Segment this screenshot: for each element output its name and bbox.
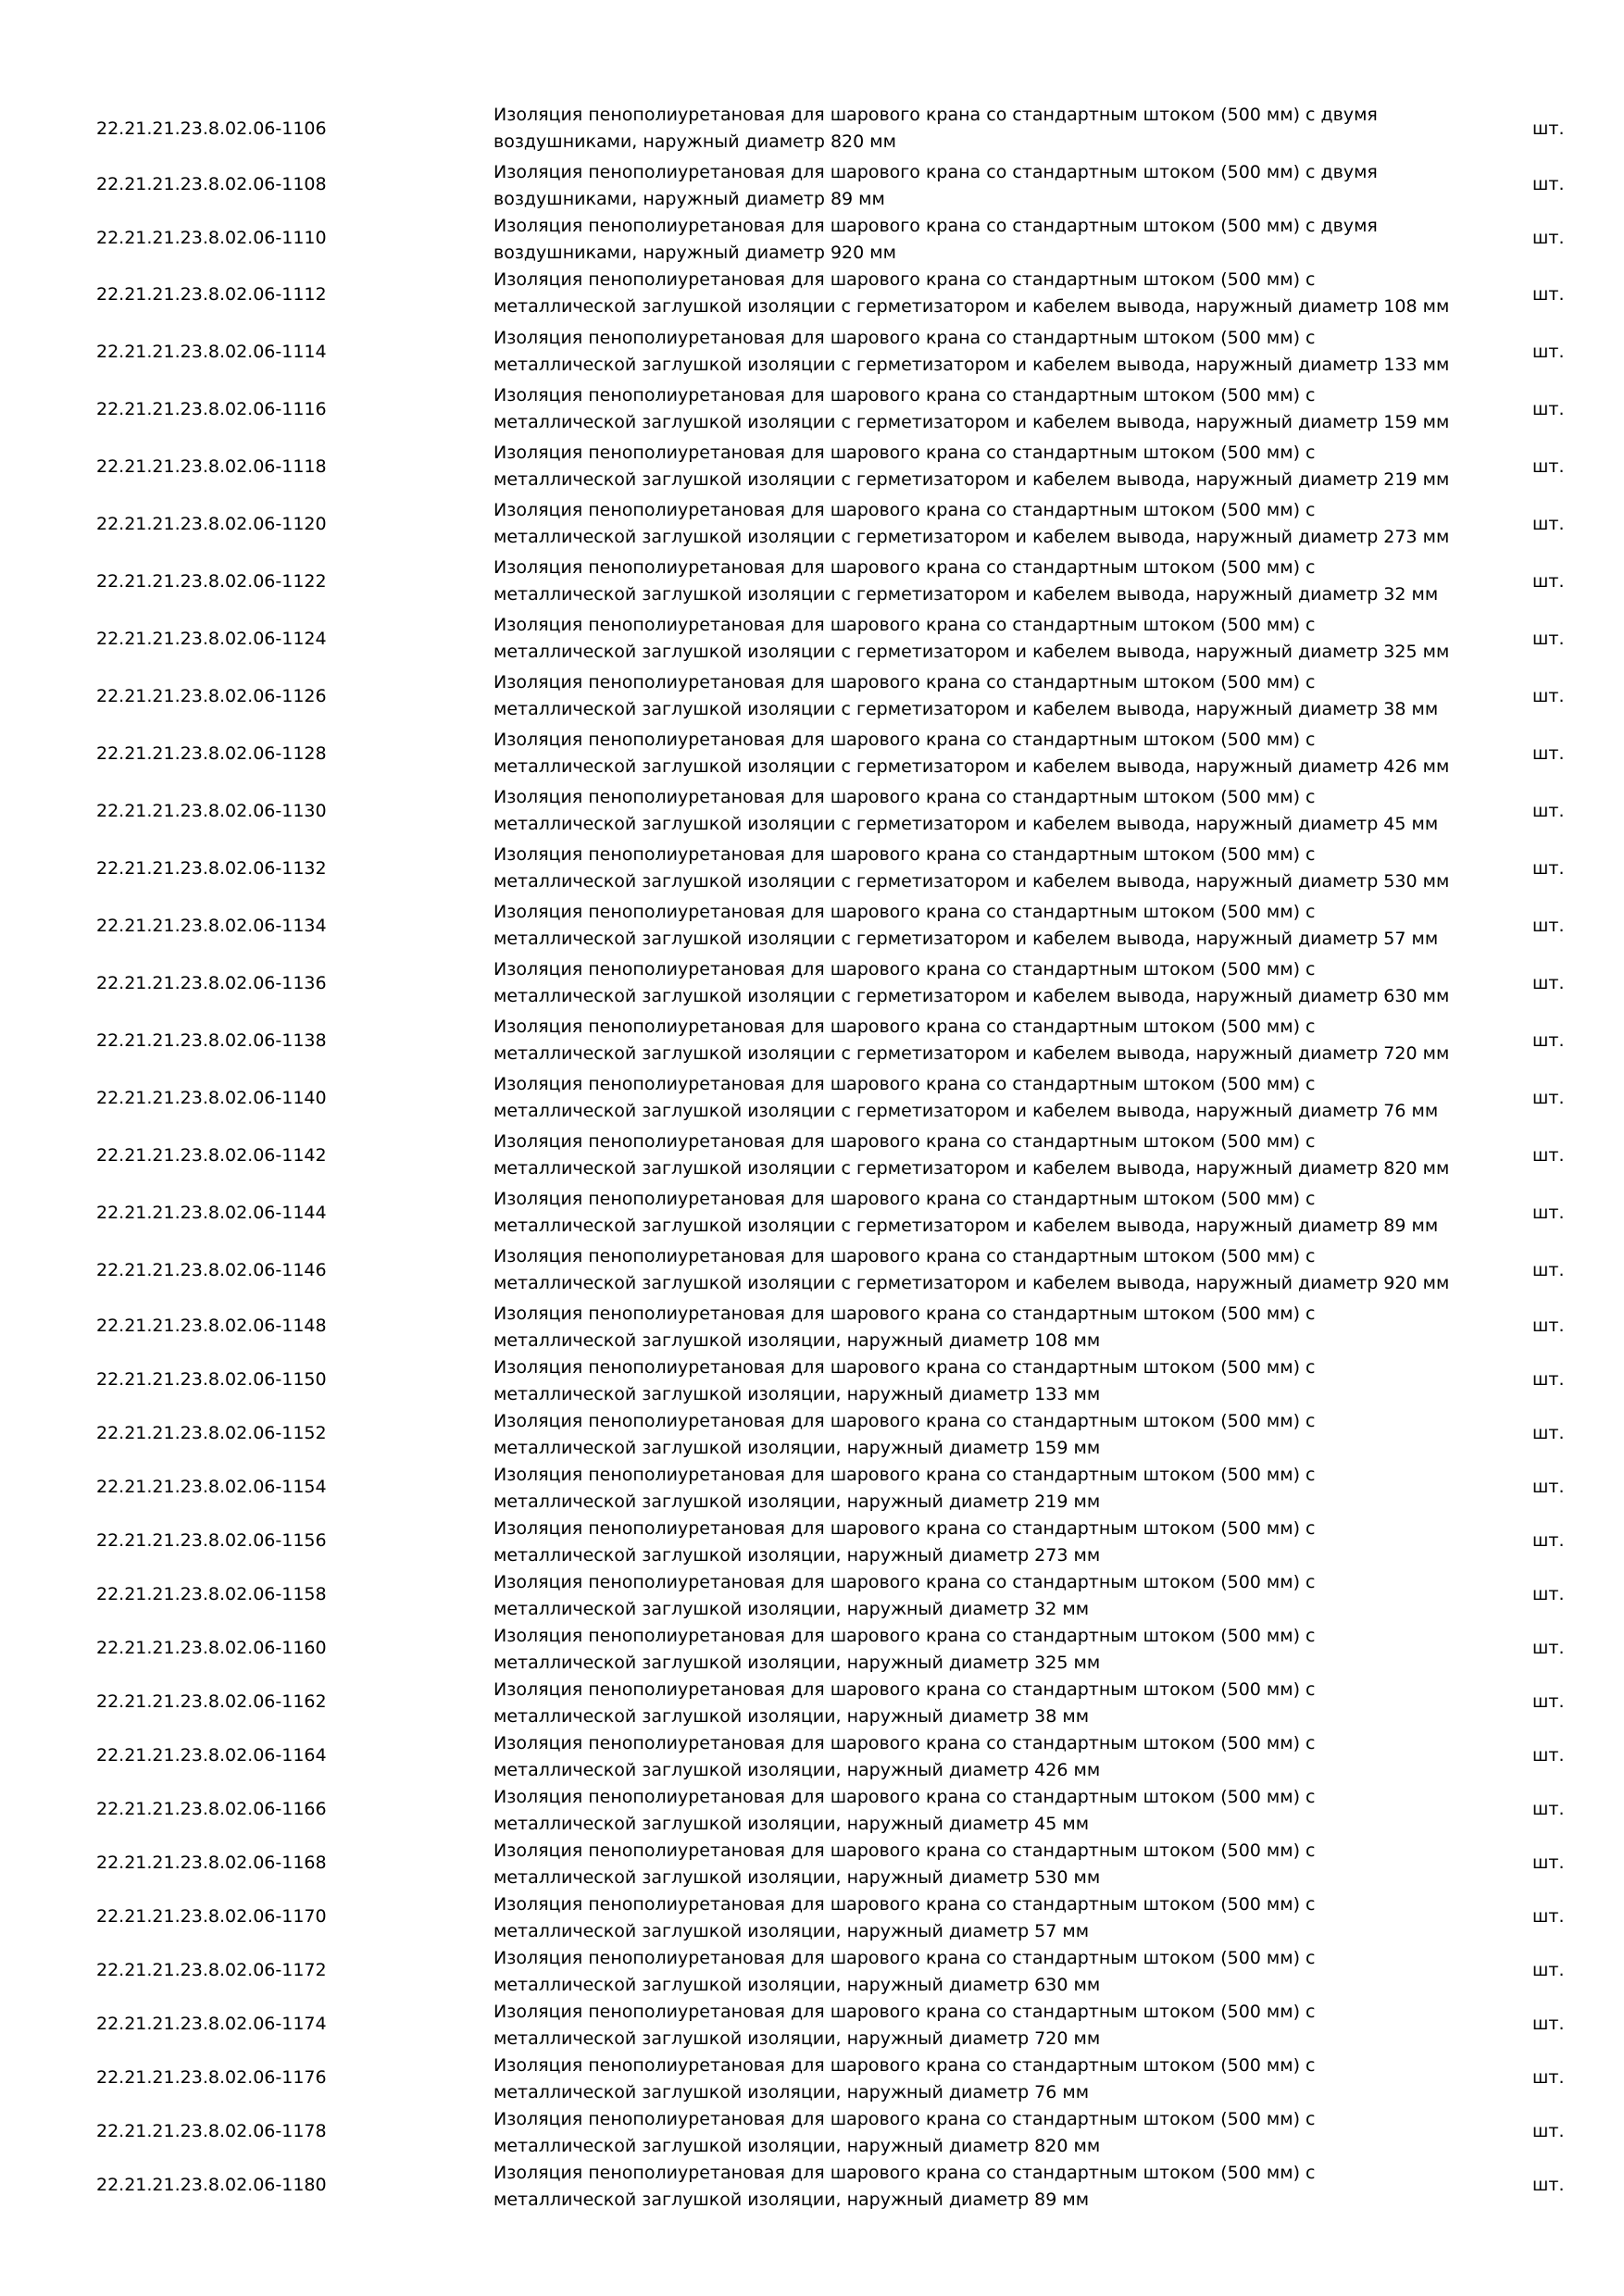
item-description-line-1: Изоляция пенополиуретановая для шарового крана со стандартным штоком (500 мм) с двумя [493,216,1378,236]
item-unit: шт. [1532,973,1565,993]
item-description-line-1: Изоляция пенополиуретановая для шарового крана со стандартным штоком (500 мм) с [493,2163,1316,2183]
item-description [493,1730,1475,1784]
item-description [493,1945,1475,1999]
item-unit: шт. [1532,1960,1565,1980]
item-code: 22.21.21.23.8.02.06-1114 [96,342,327,362]
table-row [0,211,1624,265]
item-unit: шт. [1532,1203,1565,1223]
item-description-line-1: Изоляция пенополиуретановая для шарового крана со стандартным штоком (500 мм) с [493,672,1316,693]
item-description [493,1408,1475,1462]
item-unit: шт. [1532,119,1565,139]
item-description-line-1: Изоляция пенополиуретановая для шарового крана со стандартным штоком (500 мм) с [493,328,1316,348]
table-row [0,725,1624,782]
item-description [493,1014,1475,1067]
item-description-line-1: Изоляция пенополиуретановая для шарового крана со стандартным штоком (500 мм) с [493,1246,1316,1267]
item-description [493,842,1475,895]
table-row [0,1184,1624,1242]
item-description-line-2: металлической заглушкой изоляции, наружный диаметр 108 мм [493,1330,1101,1351]
item-description-line-1: Изоляция пенополиуретановая для шарового крана со стандартным штоком (500 мм) с [493,1679,1316,1700]
item-description [493,612,1475,666]
item-unit: шт. [1532,916,1565,936]
item-description-line-2: металлической заглушкой изоляции с герметизатором и кабелем вывода, наружный диаметр 159 мм [493,412,1450,432]
item-code: 22.21.21.23.8.02.06-1154 [96,1477,327,1497]
item-description-line-1: Изоляция пенополиуретановая для шарового крана со стандартным штоком (500 мм) с [493,500,1316,520]
item-description-line-1: Изоляция пенополиуретановая для шарового крана со стандартным штоком (500 мм) с [493,557,1316,578]
item-unit: шт. [1532,1423,1565,1443]
table-row [0,1069,1624,1127]
table-row [0,1997,1624,2051]
table-row [0,1353,1624,1406]
item-description [493,899,1475,953]
item-description-line-2: металлической заглушкой изоляции с герметизатором и кабелем вывода, наружный диаметр 89 мм [493,1216,1439,1236]
table-row [0,1406,1624,1460]
item-description-line-2: металлической заглушкой изоляции с герметизатором и кабелем вывода, наружный диаметр 273 мм [493,527,1450,547]
item-code: 22.21.21.23.8.02.06-1146 [96,1260,327,1280]
item-description [493,1243,1475,1297]
item-description-line-2: металлической заглушкой изоляции с герметизатором и кабелем вывода, наружный диаметр 76 мм [493,1101,1439,1121]
item-code: 22.21.21.23.8.02.06-1108 [96,174,327,194]
item-unit: шт. [1532,1088,1565,1108]
item-description [493,159,1475,213]
item-description-line-1: Изоляция пенополиуретановая для шарового крана со стандартным штоком (500 мм) с [493,844,1316,865]
item-description-line-1: Изоляция пенополиуретановая для шарового крана со стандартным штоком (500 мм) с [493,1189,1316,1209]
item-description-line-2: металлической заглушкой изоляции, наружный диаметр 89 мм [493,2190,1090,2210]
item-description [493,1999,1475,2053]
item-code: 22.21.21.23.8.02.06-1140 [96,1088,327,1108]
item-description [493,784,1475,838]
item-description-line-2: металлической заглушкой изоляции, наружный диаметр 325 мм [493,1653,1101,1673]
item-unit: шт. [1532,1369,1565,1390]
item-unit: шт. [1532,743,1565,764]
item-description [493,1301,1475,1354]
table-row [0,157,1624,211]
item-description [493,1891,1475,1945]
table-row [0,553,1624,610]
table-row [0,1621,1624,1675]
item-code: 22.21.21.23.8.02.06-1162 [96,1691,327,1712]
item-description [493,1186,1475,1240]
item-description-line-1: Изоляция пенополиуретановая для шарового крана со стандартным штоком (500 мм) с [493,1017,1316,1037]
item-description [493,1784,1475,1838]
item-description [493,2160,1475,2214]
item-description-line-1: Изоляция пенополиуретановая для шарового крана со стандартным штоком (500 мм) с [493,443,1316,463]
item-description-line-2: воздушниками, наружный диаметр 920 мм [493,243,896,263]
item-description [493,325,1475,379]
item-description-line-1: Изоляция пенополиуретановая для шарового крана со стандартным штоком (500 мм) с [493,787,1316,807]
item-description-line-2: металлической заглушкой изоляции с герметизатором и кабелем вывода, наружный диаметр 325 мм [493,642,1450,662]
item-code: 22.21.21.23.8.02.06-1138 [96,1030,327,1051]
item-code: 22.21.21.23.8.02.06-1112 [96,283,327,305]
table-row [0,1460,1624,1514]
item-description-line-2: металлической заглушкой изоляции, наружный диаметр 133 мм [493,1384,1101,1404]
item-description-line-2: воздушниками, наружный диаметр 820 мм [493,131,896,152]
item-code: 22.21.21.23.8.02.06-1156 [96,1530,327,1551]
table-row [0,897,1624,955]
item-description-line-1: Изоляция пенополиуретановая для шарового крана со стандартным штоком (500 мм) с [493,2109,1316,2129]
table-row [0,955,1624,1012]
item-unit: шт. [1532,456,1565,477]
item-code: 22.21.21.23.8.02.06-1166 [96,1799,327,1819]
item-description [493,2053,1475,2106]
table-row [0,100,1624,157]
item-unit: шт. [1532,1906,1565,1927]
item-description-line-2: металлической заглушкой изоляции с герметизатором и кабелем вывода, наружный диаметр 219 мм [493,469,1450,490]
item-description-line-1: Изоляция пенополиуретановая для шарового крана со стандартным штоком (500 мм) с [493,1411,1316,1431]
item-description-line-2: металлической заглушкой изоляции с герметизатором и кабелем вывода, наружный диаметр 920 мм [493,1273,1450,1293]
item-description [493,1129,1475,1182]
item-code: 22.21.21.23.8.02.06-1178 [96,2121,327,2141]
item-unit: шт. [1532,858,1565,879]
table-row [0,438,1624,495]
item-code: 22.21.21.23.8.02.06-1142 [96,1145,327,1166]
item-code: 22.21.21.23.8.02.06-1120 [96,514,327,534]
item-unit: шт. [1532,1638,1565,1658]
item-unit: шт. [1532,1799,1565,1819]
item-description [493,2106,1475,2160]
item-unit: шт. [1532,1853,1565,1873]
item-description-line-2: металлической заглушкой изоляции, наружный диаметр 57 мм [493,1921,1090,1941]
item-code: 22.21.21.23.8.02.06-1144 [96,1203,327,1223]
item-description [493,440,1475,493]
item-code: 22.21.21.23.8.02.06-1172 [96,1960,327,1980]
item-code: 22.21.21.23.8.02.06-1148 [96,1316,327,1336]
item-unit: шт. [1532,1745,1565,1766]
table-row [0,1514,1624,1567]
table-row [0,668,1624,725]
item-description-line-1: Изоляция пенополиуретановая для шарового крана со стандартным штоком (500 мм) с [493,959,1316,980]
item-code: 22.21.21.23.8.02.06-1134 [96,916,327,936]
table-row [0,1836,1624,1890]
item-description [493,213,1475,267]
item-description-line-1: Изоляция пенополиуретановая для шарового крана со стандартным штоком (500 мм) с [493,2055,1316,2076]
item-code: 22.21.21.23.8.02.06-1160 [96,1638,327,1658]
item-code: 22.21.21.23.8.02.06-1168 [96,1853,327,1873]
table-row [0,1299,1624,1353]
item-description [493,102,1475,156]
item-description-line-2: металлической заглушкой изоляции, наружный диаметр 45 мм [493,1814,1090,1834]
item-description-line-2: металлической заглушкой изоляции, наружный диаметр 219 мм [493,1491,1101,1512]
item-description [493,555,1475,608]
item-description [493,1071,1475,1125]
item-description [493,1623,1475,1677]
item-description-line-1: Изоляция пенополиуретановая для шарового крана со стандартным штоком (500 мм) с [493,1894,1316,1915]
item-code: 22.21.21.23.8.02.06-1126 [96,686,327,706]
item-description [493,382,1475,436]
item-unit: шт. [1532,1260,1565,1280]
item-description-line-2: металлической заглушкой изоляции с герметизатором и кабелем вывода, наружный диаметр 720 мм [493,1043,1450,1064]
item-unit: шт. [1532,2121,1565,2141]
item-code: 22.21.21.23.8.02.06-1164 [96,1745,327,1766]
item-description-line-1: Изоляция пенополиуретановая для шарового крана со стандартным штоком (500 мм) с [493,1357,1316,1378]
item-description-line-1: Изоляция пенополиуретановая для шарового крана со стандартным штоком (500 мм) с [493,1733,1316,1753]
item-unit: шт. [1532,1316,1565,1336]
item-description-line-2: металлической заглушкой изоляции, наружный диаметр 820 мм [493,2136,1101,2156]
item-unit: шт. [1532,228,1565,248]
table-row [0,495,1624,553]
item-code: 22.21.21.23.8.02.06-1136 [96,973,327,993]
item-description-line-2: металлической заглушкой изоляции с герметизатором и кабелем вывода, наружный диаметр 530 мм [493,871,1450,892]
item-unit: шт. [1532,2175,1565,2195]
table-row [0,323,1624,381]
item-description-line-2: металлической заглушкой изоляции, наружный диаметр 38 мм [493,1706,1090,1727]
table-row [0,782,1624,840]
item-description [493,956,1475,1010]
item-description [493,1516,1475,1569]
item-description-line-1: Изоляция пенополиуретановая для шарового крана со стандартным штоком (500 мм) с двумя [493,105,1378,125]
table-row [0,610,1624,668]
item-description [493,497,1475,551]
table-row [0,1890,1624,1943]
item-unit: шт. [1532,1477,1565,1497]
table-row [0,1127,1624,1184]
item-description-line-2: металлической заглушкой изоляции, наружный диаметр 426 мм [493,1760,1101,1780]
item-description-line-2: металлической заглушкой изоляции с герметизатором и кабелем вывода, наружный диаметр 108 мм [493,296,1450,317]
item-description-line-2: металлической заглушкой изоляции, наружный диаметр 630 мм [493,1975,1101,1995]
item-code: 22.21.21.23.8.02.06-1118 [96,456,327,477]
item-description-line-2: металлической заглушкой изоляции с герметизатором и кабелем вывода, наружный диаметр 32 мм [493,584,1439,605]
item-code: 22.21.21.23.8.02.06-1174 [96,2014,327,2034]
item-description-line-1: Изоляция пенополиуретановая для шарового крана со стандартным штоком (500 мм) с [493,2002,1316,2022]
item-description [493,669,1475,723]
item-description-line-2: воздушниками, наружный диаметр 89 мм [493,189,885,209]
item-description-line-1: Изоляция пенополиуретановая для шарового крана со стандартным штоком (500 мм) с [493,1518,1316,1539]
item-description [493,1569,1475,1623]
item-code: 22.21.21.23.8.02.06-1122 [96,571,327,592]
item-unit: шт. [1532,174,1565,194]
item-description [493,267,1475,320]
table-row [0,1567,1624,1621]
item-description-line-1: Изоляция пенополиуретановая для шарового крана со стандартным штоком (500 мм) с [493,269,1316,290]
item-code: 22.21.21.23.8.02.06-1170 [96,1906,327,1927]
item-description [493,727,1475,780]
table-row [0,1242,1624,1299]
item-description-line-2: металлической заглушкой изоляции с герметизатором и кабелем вывода, наружный диаметр 45 мм [493,814,1439,834]
item-unit: шт. [1532,1530,1565,1551]
item-description [493,1677,1475,1730]
item-description-line-2: металлической заглушкой изоляции, наружный диаметр 32 мм [493,1599,1090,1619]
item-code: 22.21.21.23.8.02.06-1132 [96,858,327,879]
item-description-line-2: металлической заглушкой изоляции, наружный диаметр 530 мм [493,1867,1101,1888]
item-description-line-1: Изоляция пенополиуретановая для шарового крана со стандартным штоком (500 мм) с [493,1787,1316,1807]
item-description-line-1: Изоляция пенополиуретановая для шарового крана со стандартным штоком (500 мм) с [493,1131,1316,1152]
item-unit: шт. [1532,283,1565,305]
item-description-line-2: металлической заглушкой изоляции, наружный диаметр 273 мм [493,1545,1101,1566]
item-description-line-1: Изоляция пенополиуретановая для шарового крана со стандартным штоком (500 мм) с [493,1074,1316,1094]
item-unit: шт. [1532,342,1565,362]
item-unit: шт. [1532,571,1565,592]
item-code: 22.21.21.23.8.02.06-1150 [96,1369,327,1390]
item-description-line-2: металлической заглушкой изоляции, наружный диаметр 720 мм [493,2028,1101,2049]
item-description-line-1: Изоляция пенополиуретановая для шарового крана со стандартным штоком (500 мм) с [493,1465,1316,1485]
item-code: 22.21.21.23.8.02.06-1116 [96,399,327,419]
item-description-line-2: металлической заглушкой изоляции с герметизатором и кабелем вывода, наружный диаметр 820 мм [493,1158,1450,1179]
item-code: 22.21.21.23.8.02.06-1158 [96,1584,327,1604]
item-description-line-2: металлической заглушкой изоляции, наружный диаметр 76 мм [493,2082,1090,2103]
item-description-line-2: металлической заглушкой изоляции с герметизатором и кабелем вывода, наружный диаметр 133 мм [493,355,1450,375]
item-description-line-1: Изоляция пенополиуретановая для шарового крана со стандартным штоком (500 мм) с [493,1304,1316,1324]
item-code: 22.21.21.23.8.02.06-1130 [96,801,327,821]
item-unit: шт. [1532,1584,1565,1604]
item-description [493,1462,1475,1516]
item-code: 22.21.21.23.8.02.06-1176 [96,2067,327,2088]
item-unit: шт. [1532,2014,1565,2034]
item-code: 22.21.21.23.8.02.06-1152 [96,1423,327,1443]
table-row [0,2158,1624,2212]
item-description-line-2: металлической заглушкой изоляции с герметизатором и кабелем вывода, наружный диаметр 630 мм [493,986,1450,1006]
item-unit: шт. [1532,399,1565,419]
item-description-line-1: Изоляция пенополиуретановая для шарового крана со стандартным штоком (500 мм) с двумя [493,162,1378,182]
table-row [0,1728,1624,1782]
table-row [0,265,1624,323]
item-unit: шт. [1532,1030,1565,1051]
item-code: 22.21.21.23.8.02.06-1110 [96,228,327,248]
table-row [0,840,1624,897]
item-description [493,1838,1475,1891]
table-row [0,1675,1624,1728]
item-unit: шт. [1532,1691,1565,1712]
item-description-line-2: металлической заглушкой изоляции с герметизатором и кабелем вывода, наружный диаметр 57 мм [493,929,1439,949]
item-unit: шт. [1532,514,1565,534]
item-code: 22.21.21.23.8.02.06-1124 [96,629,327,649]
table-row [0,2051,1624,2104]
item-code: 22.21.21.23.8.02.06-1180 [96,2175,327,2195]
item-description-line-1: Изоляция пенополиуретановая для шарового крана со стандартным штоком (500 мм) с [493,615,1316,635]
item-description-line-1: Изоляция пенополиуретановая для шарового крана со стандартным штоком (500 мм) с [493,1948,1316,1968]
item-description-line-1: Изоляция пенополиуретановая для шарового крана со стандартным штоком (500 мм) с [493,1841,1316,1861]
item-code: 22.21.21.23.8.02.06-1128 [96,743,327,764]
item-unit: шт. [1532,686,1565,706]
table-row [0,381,1624,438]
table-row [0,1012,1624,1069]
item-unit: шт. [1532,1145,1565,1166]
item-description-line-2: металлической заглушкой изоляции с герметизатором и кабелем вывода, наружный диаметр 38 мм [493,699,1439,719]
item-description [493,1354,1475,1408]
item-code: 22.21.21.23.8.02.06-1106 [96,119,327,139]
item-description-line-1: Изоляция пенополиуретановая для шарового крана со стандартным штоком (500 мм) с [493,385,1316,406]
table-row [0,2104,1624,2158]
price-list-table [0,100,1624,2212]
item-description-line-2: металлической заглушкой изоляции, наружный диаметр 159 мм [493,1438,1101,1458]
item-description-line-2: металлической заглушкой изоляции с герметизатором и кабелем вывода, наружный диаметр 426 мм [493,756,1450,777]
item-description-line-1: Изоляция пенополиуретановая для шарового крана со стандартным штоком (500 мм) с [493,902,1316,922]
table-row [0,1943,1624,1997]
table-row [0,1782,1624,1836]
item-description-line-1: Изоляция пенополиуретановая для шарового крана со стандартным штоком (500 мм) с [493,1572,1316,1592]
item-description-line-1: Изоляция пенополиуретановая для шарового крана со стандартным штоком (500 мм) с [493,1626,1316,1646]
item-unit: шт. [1532,2067,1565,2088]
item-unit: шт. [1532,801,1565,821]
item-description-line-1: Изоляция пенополиуретановая для шарового крана со стандартным штоком (500 мм) с [493,730,1316,750]
item-unit: шт. [1532,629,1565,649]
